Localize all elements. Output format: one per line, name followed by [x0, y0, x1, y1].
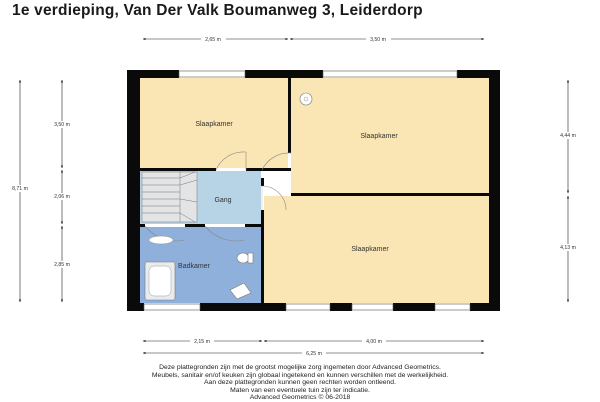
disclaimer-line: Maten van een eventuele tuin zijn ter indicatie.: [230, 386, 370, 394]
disclaimer-copyright: Advanced Geometrics © 06-2018: [249, 394, 351, 402]
room-label-badkamer: Badkamer: [178, 263, 210, 270]
disclaimer-line: Meubels, sanitair en/of keuken zijn globaal ingetekend en kunnen verschillen met de werkelijkheid.: [151, 371, 449, 379]
sink-icon: [300, 93, 312, 105]
disclaimer-line: Deze plattegronden zijn met de grootst mogelijke zorg ingemeten door Advanced Geometrics.: [159, 364, 441, 371]
dim-right-bottom: 4,13 m: [560, 245, 576, 251]
room-label-slaapkamer-top-right: Slaapkamer: [360, 133, 398, 140]
room-label-slaapkamer-bottom-right: Slaapkamer: [351, 246, 389, 253]
room-label-gang: Gang: [214, 197, 232, 204]
dim-top-right: 3,50 m: [370, 37, 386, 43]
plan-title: 1e verdieping, Van Der Valk Boumanweg 3, Leiderdorp: [12, 2, 423, 19]
disclaimer-line: Aan deze plattegronden kunnen geen rechten worden ontleend.: [204, 379, 396, 387]
dim-left-top: 3,50 m: [54, 122, 70, 128]
dim-right-top: 4,44 m: [560, 133, 576, 139]
dim-bottom-right: 4,00 m: [366, 339, 382, 345]
dim-left-bottom: 2,85 m: [54, 262, 70, 268]
bedroom-fixture: [300, 93, 312, 105]
disclaimer: [0, 364, 600, 402]
dim-bottom-total: 6,25 m: [306, 351, 322, 357]
dim-top-left: 2,65 m: [205, 37, 221, 43]
staircase: [142, 172, 197, 222]
room-label-slaapkamer-top-left: Slaapkamer: [195, 121, 233, 128]
dim-left-total: 8,71 m: [12, 186, 28, 192]
toilet-icon: [237, 253, 249, 263]
dim-bottom-left: 2,15 m: [194, 339, 210, 345]
dim-left-mid: 2,06 m: [54, 194, 70, 200]
